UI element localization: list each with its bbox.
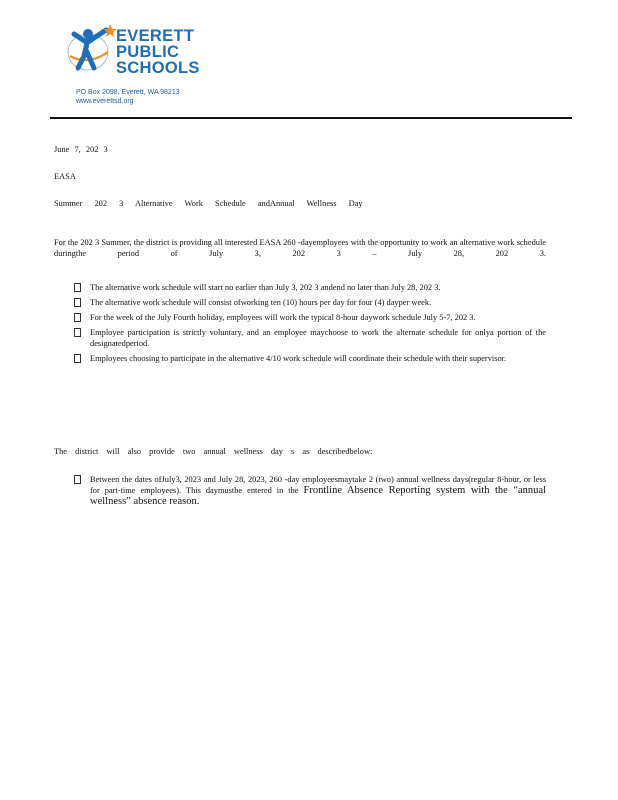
letter-recipient: EASA xyxy=(54,172,76,181)
wellness-bullet-list xyxy=(74,474,546,507)
postal-address: PO Box 2098, Everett, WA 98213 xyxy=(76,89,180,96)
bullet-box-icon xyxy=(74,475,81,484)
letter-subject: Summer 202 3 Alternative Work Schedule andAnnual Wellness Day xyxy=(54,199,363,208)
bullet-box-icon xyxy=(74,298,81,307)
bullet-box-icon xyxy=(74,313,81,322)
list-item: The alternative work schedule will consist ofworking ten (10) hours per day for four (4) dayper week. xyxy=(74,297,546,308)
schedule-bullet-list xyxy=(74,282,546,368)
intro-paragraph: For the 202 3 Summer, the district is providing all interested EASA 260 -dayemployees with the opportunity to work an alternative work schedule duringthe period of July 3, 202 3 – July 28, 202 3. xyxy=(54,238,546,258)
header-divider xyxy=(50,117,572,119)
list-item: Employees choosing to participate in the alternative 4/10 work schedule will coordinate their schedule with their supervisor. xyxy=(74,353,546,364)
list-item: Employee participation is strictly voluntary, and an employee maychoose to work the alternate schedule for onlya portion of the designatedperiod. xyxy=(74,327,546,349)
letter-date: June 7, 202 3 xyxy=(54,145,108,154)
list-item: For the week of the July Fourth holiday, employees will work the typical 8-hour daywork schedule July 5-7, 202 3. xyxy=(74,312,546,323)
wordmark-line-1: EVERETT xyxy=(116,27,195,45)
website-link[interactable]: www.everettsd.org xyxy=(76,98,134,105)
district-wordmark xyxy=(116,28,200,76)
student-reaching-star-logo-icon xyxy=(66,22,118,74)
wellness-intro: The district will also provide two annual wellness day s as describedbelow: xyxy=(54,447,373,456)
list-item: The alternative work schedule will start no earlier than July 3, 202 3 andend no later than July 28, 202 3. xyxy=(74,282,546,293)
list-item xyxy=(74,474,546,507)
wellness-text-part2: Frontline Absence Reporting system with the “annual wellness” absence reason. xyxy=(90,485,547,507)
district-address-block xyxy=(76,88,180,106)
bullet-box-icon xyxy=(74,283,81,292)
wordmark-line-3: SCHOOLS xyxy=(116,59,200,77)
wordmark-line-2: PUBLIC xyxy=(116,43,180,61)
letterhead xyxy=(66,22,226,112)
bullet-box-icon xyxy=(74,328,81,337)
bullet-box-icon xyxy=(74,354,81,363)
wellness-text-part1: Between the dates ofJuly3, 2023 and July 28, 2023, 260 -day employeesmaytake 2 (two) annual wellness days(regular 8-hour, or less for part-time employees). This daymustbe entered in the xyxy=(90,475,546,495)
